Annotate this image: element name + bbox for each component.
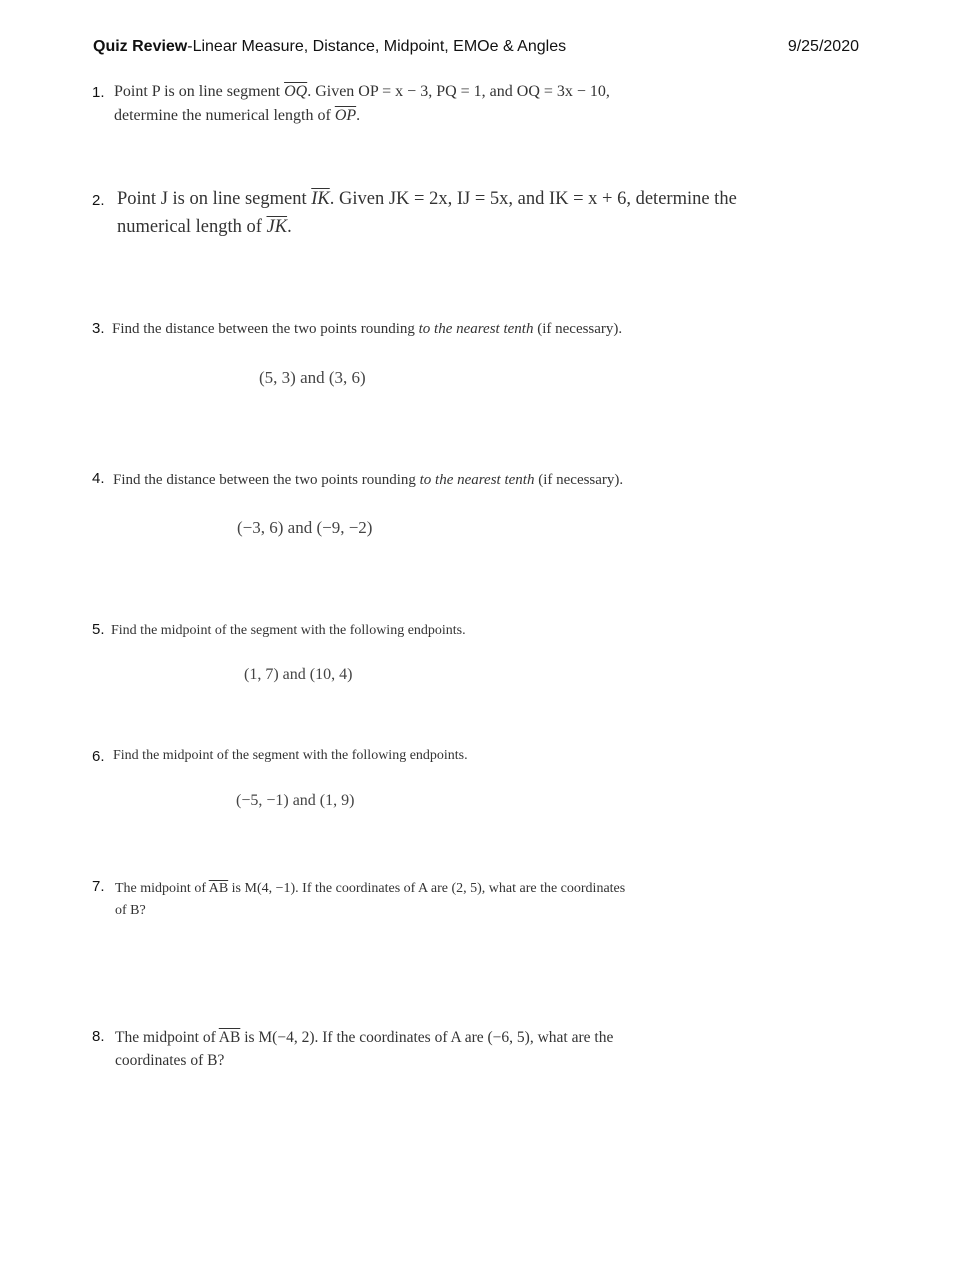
question-number-2: 2.	[92, 192, 105, 209]
question-number-6: 6.	[92, 748, 105, 765]
page-header	[93, 38, 859, 56]
question-4-points: (−3, 6) and (−9, −2)	[237, 518, 373, 537]
question-3-text: Find the distance between the two points rounding to the nearest tenth (if necessary).	[112, 321, 623, 337]
question-5-points: (1, 7) and (10, 4)	[244, 666, 353, 683]
question-4-text: Find the distance between the two points rounding to the nearest tenth (if necessary).	[113, 472, 624, 488]
question-6-text: Find the midpoint of the segment with the following endpoints.	[113, 748, 468, 763]
question-1-text: Point P is on line segment $\overline{OQ}$. Given OP = x − 3, PQ = 1, and OQ = 3x − 10, determine the numerical length of $\overline{OP}$.	[114, 83, 610, 124]
question-5-text: Find the midpoint of the segment with the following endpoints.	[111, 623, 466, 638]
question-number-8: 8.	[92, 1028, 105, 1045]
question-2-text: Point J is on line segment $\overline{IK}$. Given JK = 2x, IJ = 5x, and IK = x + 6, determine the numerical length of $\overline{JK}$.	[117, 189, 737, 237]
question-number-4: 4.	[92, 470, 105, 487]
title: Quiz Review-Linear Measure, Distance, Midpoint, EMOe & Angles	[93, 38, 567, 55]
date: 9/25/2020	[787, 38, 859, 55]
question-7-text: The midpoint of $\overline{AB}$ is M(4, −1). If the coordinates of A are (2, 5), what are the coordinates of B?	[115, 881, 626, 918]
question-8-text: The midpoint of $\overline{AB}$ is M(−4, 2). If the coordinates of A are (−6, 5), what are the coordinates of B?	[115, 1029, 614, 1069]
question-number-7: 7.	[92, 878, 105, 895]
question-number-5: 5.	[92, 621, 105, 638]
question-number-1: 1.	[92, 84, 105, 101]
question-3-points: (5, 3) and (3, 6)	[259, 368, 366, 387]
question-6-points: (−5, −1) and (1, 9)	[236, 792, 355, 809]
question-number-3: 3.	[92, 320, 105, 337]
